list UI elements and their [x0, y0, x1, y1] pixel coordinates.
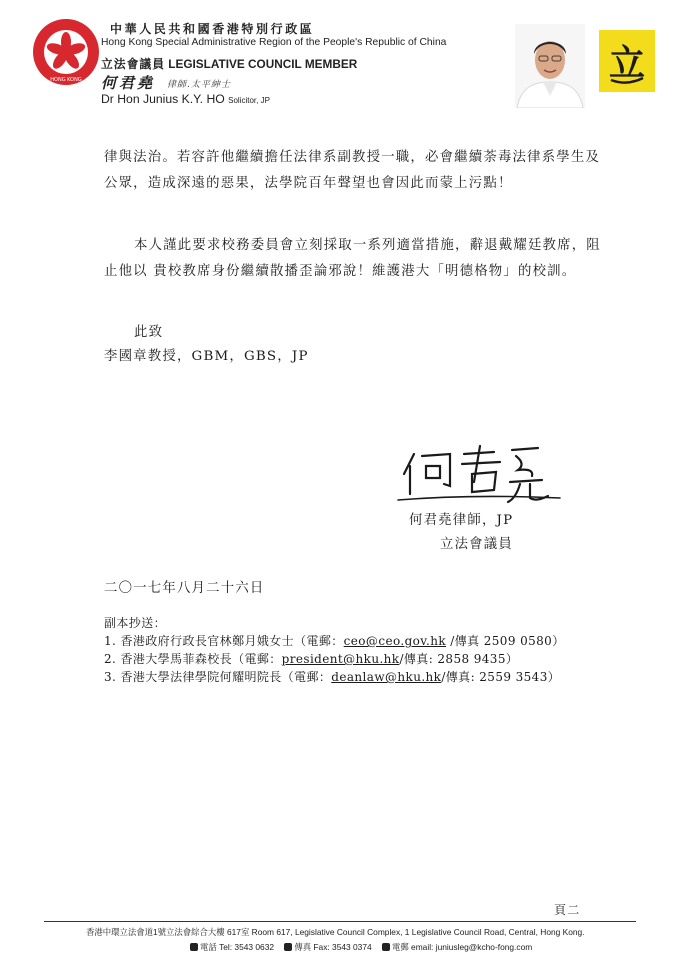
copy-item-fax: /傳真 2509 0580） — [446, 634, 565, 648]
signer-title: 立法會議員 — [440, 537, 513, 552]
member-title-cn: 律師.太平紳士 — [167, 80, 231, 90]
member-role-en: LEGISLATIVE COUNCIL MEMBER — [168, 57, 358, 71]
member-name-en — [101, 92, 270, 106]
emblem-label: HONG KONG — [50, 77, 82, 83]
email-icon — [382, 943, 390, 951]
phone-icon — [190, 943, 198, 951]
member-name-en-text: Dr Hon Junius K.Y. HO — [101, 92, 225, 106]
copy-item — [104, 668, 560, 685]
letter-date: 二〇一七年八月二十六日 — [104, 581, 265, 596]
footer-tel: 電話 Tel: 3543 0632 — [200, 942, 275, 952]
copy-item-email-link[interactable]: ceo@ceo.gov.hk — [343, 634, 447, 648]
body-paragraph-1: 律與法治。若容許他繼續擔任法律系副教授一職，必會繼續荼毒法律系學生及公眾，造成深遠的惡果，法學院百年聲望也會因此而蒙上污點！ — [104, 150, 601, 191]
party-logo-mark — [599, 30, 655, 92]
copy-item-fax: /傳真: 2559 3543） — [441, 670, 561, 684]
gov-name-cn: 中華人民共和國香港特別行政區 — [110, 22, 315, 36]
copy-item — [104, 650, 518, 667]
copy-item — [104, 632, 565, 649]
member-name-en-suffix: Solicitor, JP — [228, 96, 270, 105]
copy-item-email-link[interactable]: deanlaw@hku.hk — [331, 670, 442, 684]
recipient: 李國章教授，GBM，GBS，JP — [104, 349, 309, 364]
footer-fax: 傳真 Fax: 3543 0374 — [294, 942, 372, 952]
copy-item-text: 2. 香港大學馬菲森校長（電郵： — [104, 652, 282, 666]
page-number: 頁二 — [554, 903, 581, 917]
member-name-cn: 何君堯 — [101, 74, 156, 92]
copy-item-text: 1. 香港政府行政長官林鄭月娥女士（電郵： — [104, 634, 344, 648]
footer-divider — [44, 921, 636, 922]
member-portrait — [515, 24, 585, 108]
party-logo-char: 立 — [608, 43, 646, 84]
member-role-cn: 立法會議員 — [101, 57, 165, 71]
salutation: 此致 — [134, 325, 164, 340]
copies-heading: 副本抄送： — [104, 616, 167, 630]
member-role — [101, 55, 357, 72]
gov-name-en: Hong Kong Special Administrative Region of the People's Republic of China — [101, 37, 447, 48]
handwritten-signature — [392, 440, 562, 510]
copy-item-fax: /傳真: 2858 9435） — [399, 652, 519, 666]
hksar-emblem — [32, 18, 100, 86]
fax-icon — [284, 943, 292, 951]
copy-item-text: 3. 香港大學法律學院何耀明院長（電郵： — [104, 670, 332, 684]
signer-name: 何君堯律師，JP — [409, 513, 514, 528]
footer-email: 電郵 email: juniusleg@kcho-fong.com — [391, 942, 533, 952]
body-paragraph-2: 本人謹此要求校務委員會立刻採取一系列適當措施，辭退戴耀廷教席，阻止他以 貴校教席身份繼續散播歪論邪說！維護港大「明德格物」的校訓。 — [104, 238, 601, 279]
copy-item-email-link[interactable]: president@hku.hk — [281, 652, 400, 666]
footer-address: 香港中環立法會道1號立法會綜合大樓 617室 Room 617, Legislative Council Complex, 1 Legislative Council Road, Central, Hong Kong. — [86, 927, 585, 937]
footer-contacts — [182, 941, 532, 953]
party-logo — [599, 30, 655, 92]
